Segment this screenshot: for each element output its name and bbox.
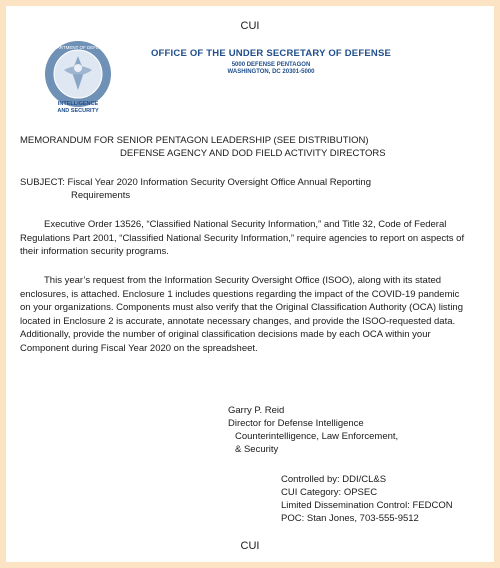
seal-caption-line2: AND SECURITY bbox=[57, 108, 99, 114]
memo-paragraph-2 bbox=[20, 274, 470, 355]
letterhead-address-line1: 5000 DEFENSE PENTAGON bbox=[231, 62, 311, 68]
dod-seal-icon bbox=[44, 40, 112, 108]
control-cui-category: CUI Category: OPSEC bbox=[281, 487, 378, 498]
cui-marking-bottom: CUI bbox=[240, 540, 260, 552]
seal-caption-line1: INTELLIGENCE bbox=[57, 101, 99, 107]
control-dissemination: Limited Dissemination Control: FEDCON bbox=[281, 500, 453, 511]
memo-paragraph-1 bbox=[20, 218, 470, 259]
seal-caption bbox=[30, 101, 126, 115]
signature-title-line3: & Security bbox=[235, 444, 279, 455]
svg-text:DEPARTMENT OF DEFENSE: DEPARTMENT OF DEFENSE bbox=[47, 45, 109, 50]
control-poc: POC: Stan Jones, 703-555-9512 bbox=[281, 513, 419, 524]
cui-marking-top: CUI bbox=[240, 20, 260, 32]
memo-paragraph-2-text: This year’s request from the Information Security Oversight Office (ISOO), along with its stated enclosures, is attached. Enclosure 1 includes questions regarding the impact of the COVID-19 pandemic on your organizations. Components must also verify that the Original Classification Authority (OCA) listing located in Enclosure 2 is accurate, annotate necessary changes, and provide the ISOO-requested data. Additionally, provide the number of original classification decisions made by each OCA within your Component during Fiscal Year 2020 on the spreadsheet. bbox=[20, 275, 464, 354]
letterhead-address-line2: WASHINGTON, DC 20301-5000 bbox=[227, 69, 315, 75]
signature-title-line1: Director for Defense Intelligence bbox=[228, 418, 364, 429]
memo-subject-line2: Requirements bbox=[71, 190, 131, 201]
control-controlled-by: Controlled by: DDI/CL&S bbox=[281, 474, 387, 485]
memo-subject-line1: SUBJECT: Fiscal Year 2020 Information Security Oversight Office Annual Reporting bbox=[20, 177, 371, 188]
memo-paragraph-1-text: Executive Order 13526, “Classified National Security Information,” and Title 32, Code of Federal Regulations Part 2001, “Classified National Security Information,” require agencies to report on aspects of their information security programs. bbox=[20, 219, 465, 257]
signature-name: Garry P. Reid bbox=[228, 405, 285, 416]
letterhead-office: OFFICE OF THE UNDER SECRETARY OF DEFENSE bbox=[150, 48, 392, 59]
signature-title-line2: Counterintelligence, Law Enforcement, bbox=[235, 431, 399, 442]
document-page bbox=[6, 6, 494, 562]
memo-to-line1: MEMORANDUM FOR SENIOR PENTAGON LEADERSHIP (SEE DISTRIBUTION) bbox=[20, 135, 369, 146]
memo-to-line2: DEFENSE AGENCY AND DOD FIELD ACTIVITY DIRECTORS bbox=[120, 148, 386, 159]
